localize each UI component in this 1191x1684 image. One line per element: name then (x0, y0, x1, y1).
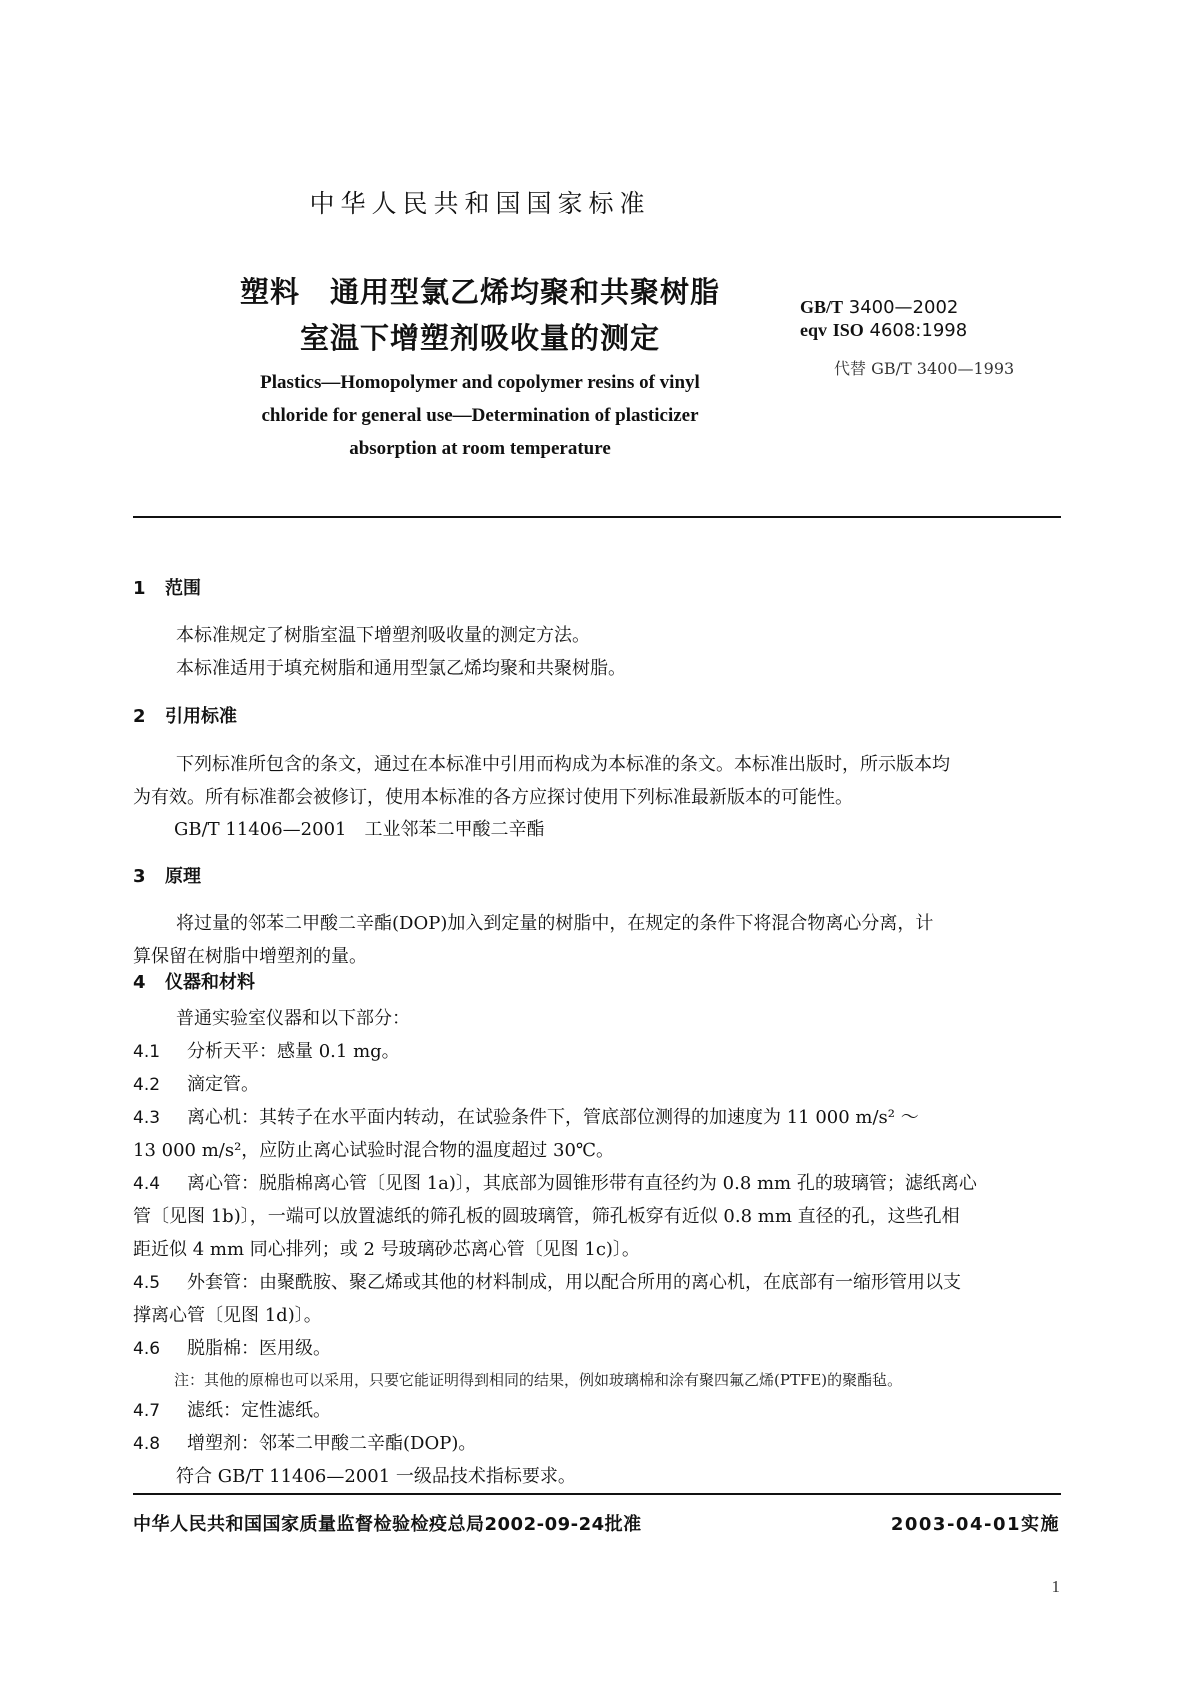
header-title: 中华人民共和国国家标准 (309, 189, 651, 218)
section-3-para-line-2: 算保留在树脂中增塑剂的量。 (133, 946, 367, 967)
top-divider (133, 516, 1061, 518)
item-4-3 (133, 1103, 1061, 1129)
item-4-4-number: 4.4 (133, 1174, 161, 1194)
section-1-para-1: 本标准规定了树脂室温下增塑剂吸收量的测定方法。 (176, 625, 590, 646)
section-1-number: 1 (133, 578, 146, 599)
item-4-5-number: 4.5 (133, 1273, 161, 1293)
note: 注：其他的原棉也可以采用，只要它能证明得到相同的结果，例如玻璃棉和涂有聚四氟乙烯(PTFE)的聚酯毡。 (174, 1371, 903, 1389)
standard-code-number: 3400—2002 (848, 297, 959, 318)
item-4-6-text: 脱脂棉：医用级。 (187, 1338, 331, 1359)
standard-eqv (800, 320, 967, 341)
item-4-3-text-line-2: 13 000 m/s²，应防止离心试验时混合物的温度超过 30℃。 (133, 1140, 615, 1161)
item-4-1-text: 分析天平：感量 0.1 mg。 (187, 1041, 400, 1062)
bottom-divider (133, 1493, 1061, 1495)
item-4-1-number: 4.1 (133, 1042, 161, 1062)
section-2-reference: GB/T 11406—2001 工业邻苯二甲酸二辛酯 (174, 819, 545, 840)
section-3-title: 原理 (165, 866, 201, 887)
item-4-2 (133, 1070, 1061, 1096)
item-4-6-number: 4.6 (133, 1339, 161, 1359)
standard-eqv-prefix: eqv (800, 320, 827, 340)
standard-eqv-iso: ISO (832, 320, 864, 340)
standard-code-prefix: GB/T (800, 297, 844, 317)
section-1-para-2: 本标准适用于填充树脂和通用型氯乙烯均聚和共聚树脂。 (176, 658, 626, 679)
section-4-heading (133, 968, 255, 994)
section-2-para-line-1: 下列标准所包含的条文，通过在本标准中引用而构成为本标准的条文。本标准出版时，所示版本均 (176, 754, 950, 775)
standard-eqv-number: 4608:1998 (869, 320, 968, 341)
item-4-4-text-line-3: 距近似 4 mm 同心排列；或 2 号玻璃砂芯离心管〔见图 1c)〕。 (133, 1239, 640, 1260)
section-2-title: 引用标准 (165, 706, 237, 727)
item-4-3-text-line-1: 离心机：其转子在水平面内转动，在试验条件下，管底部位测得的加速度为 11 000 m/s² ～ (187, 1107, 919, 1128)
section-4-number: 4 (133, 972, 146, 993)
item-4-5-text-line-2: 撑离心管〔见图 1d)〕。 (133, 1305, 322, 1326)
section-2-number: 2 (133, 706, 146, 727)
item-4-8-extra: 符合 GB/T 11406—2001 一级品技术指标要求。 (176, 1466, 576, 1487)
section-2-para-line-2: 为有效。所有标准都会被修订，使用本标准的各方应探讨使用下列标准最新版本的可能性。 (133, 787, 853, 808)
item-4-1 (133, 1037, 1061, 1063)
item-4-4-text-line-1: 离心管：脱脂棉离心管〔见图 1a)〕，其底部为圆锥形带有直径约为 0.8 mm 孔的玻璃管；滤纸离心 (187, 1173, 977, 1194)
section-3-para-line-1: 将过量的邻苯二甲酸二辛酯(DOP)加入到定量的树脂中，在规定的条件下将混合物离心分离，计 (176, 913, 934, 934)
item-4-7-number: 4.7 (133, 1401, 161, 1421)
item-4-5 (133, 1268, 1061, 1294)
item-4-3-number: 4.3 (133, 1108, 161, 1128)
section-1-title: 范围 (165, 578, 201, 599)
title-cn-line-2: 室温下增塑剂吸收量的测定 (299, 321, 660, 355)
section-3-heading (133, 862, 201, 888)
item-4-2-number: 4.2 (133, 1075, 161, 1095)
title-cn-line-1: 塑料 通用型氯乙烯均聚和共聚树脂 (239, 275, 720, 309)
footer-issuer: 中华人民共和国国家质量监督检验检疫总局2002-09-24批准 (133, 1514, 642, 1535)
item-4-4 (133, 1169, 1061, 1195)
title-en-line-3: absorption at room temperature (349, 438, 611, 459)
footer-effective-date: 2003-04-01实施 (890, 1514, 1060, 1535)
item-4-7 (133, 1396, 1061, 1422)
item-4-7-text: 滤纸：定性滤纸。 (187, 1400, 331, 1421)
item-4-8-number: 4.8 (133, 1434, 161, 1454)
item-4-2-text: 滴定管。 (187, 1074, 259, 1095)
section-4-intro: 普通实验室仪器和以下部分： (176, 1008, 410, 1029)
standard-code (800, 297, 958, 318)
item-4-8-text: 增塑剂：邻苯二甲酸二辛酯(DOP)。 (187, 1433, 477, 1454)
item-4-5-text-line-1: 外套管：由聚酰胺、聚乙烯或其他的材料制成，用以配合所用的离心机，在底部有一缩形管用以支 (187, 1272, 961, 1293)
title-en-line-1: Plastics—Homopolymer and copolymer resins of vinyl (260, 372, 700, 393)
title-en-line-2: chloride for general use—Determination of plasticizer (261, 405, 699, 426)
item-4-8 (133, 1429, 1061, 1455)
section-2-heading (133, 702, 237, 728)
standard-replaces: 代替 GB/T 3400—1993 (834, 359, 1015, 378)
item-4-6 (133, 1334, 1061, 1360)
section-1-heading (133, 574, 201, 600)
section-3-number: 3 (133, 866, 146, 887)
item-4-4-text-line-2: 管〔见图 1b)〕，一端可以放置滤纸的筛孔板的圆玻璃管，筛孔板穿有近似 0.8 mm 直径的孔，这些孔相 (133, 1206, 960, 1227)
page-number: 1 (1051, 1577, 1060, 1596)
section-4-title: 仪器和材料 (165, 972, 255, 993)
